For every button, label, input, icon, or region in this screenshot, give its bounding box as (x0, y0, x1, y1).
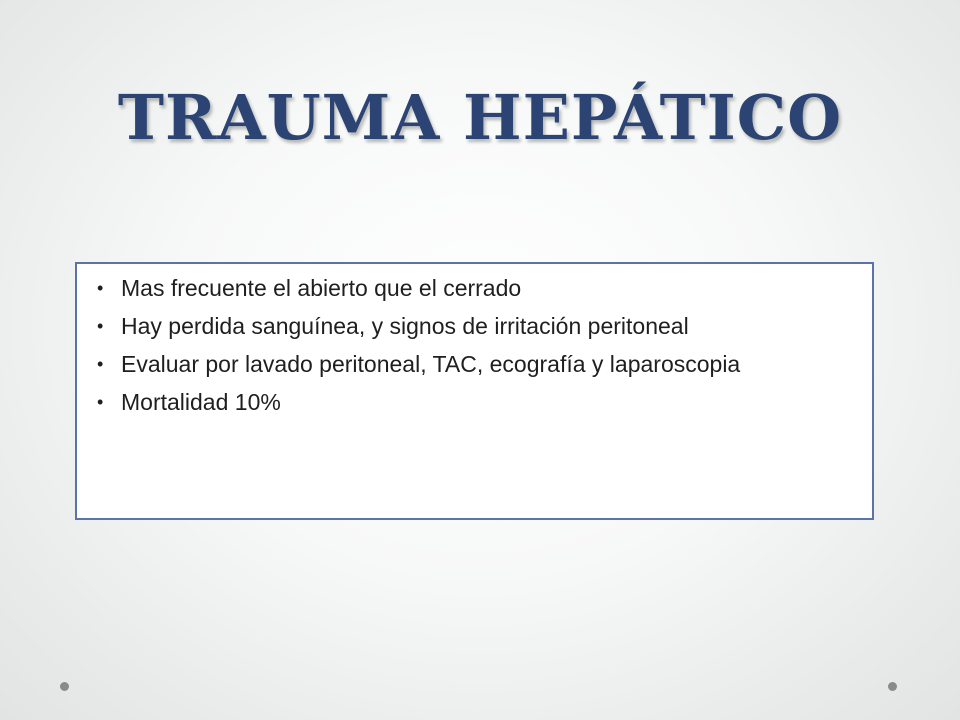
bullet-item (97, 312, 852, 340)
bullet-text: Mortalidad 10% (121, 389, 281, 415)
bullet-text: Mas frecuente el abierto que el cerrado (121, 275, 522, 301)
bullet-text: Evaluar por lavado peritoneal, TAC, ecografía y laparoscopia (121, 351, 741, 377)
bullet-item (97, 388, 852, 416)
bullet-item (97, 350, 852, 378)
bullet-icon: • (97, 278, 104, 298)
bullet-icon: • (97, 316, 104, 336)
bullet-icon: • (97, 354, 104, 374)
dot-ornament-icon (888, 682, 897, 691)
slide-title: TRAUMA HEPÁTICO (117, 81, 843, 154)
content-box (75, 262, 874, 520)
dot-ornament-icon (60, 682, 69, 691)
bullet-icon: • (97, 392, 104, 412)
bullet-item (97, 274, 852, 302)
bullet-text: Hay perdida sanguínea, y signos de irritación peritoneal (121, 313, 689, 339)
bullet-list (77, 264, 872, 416)
